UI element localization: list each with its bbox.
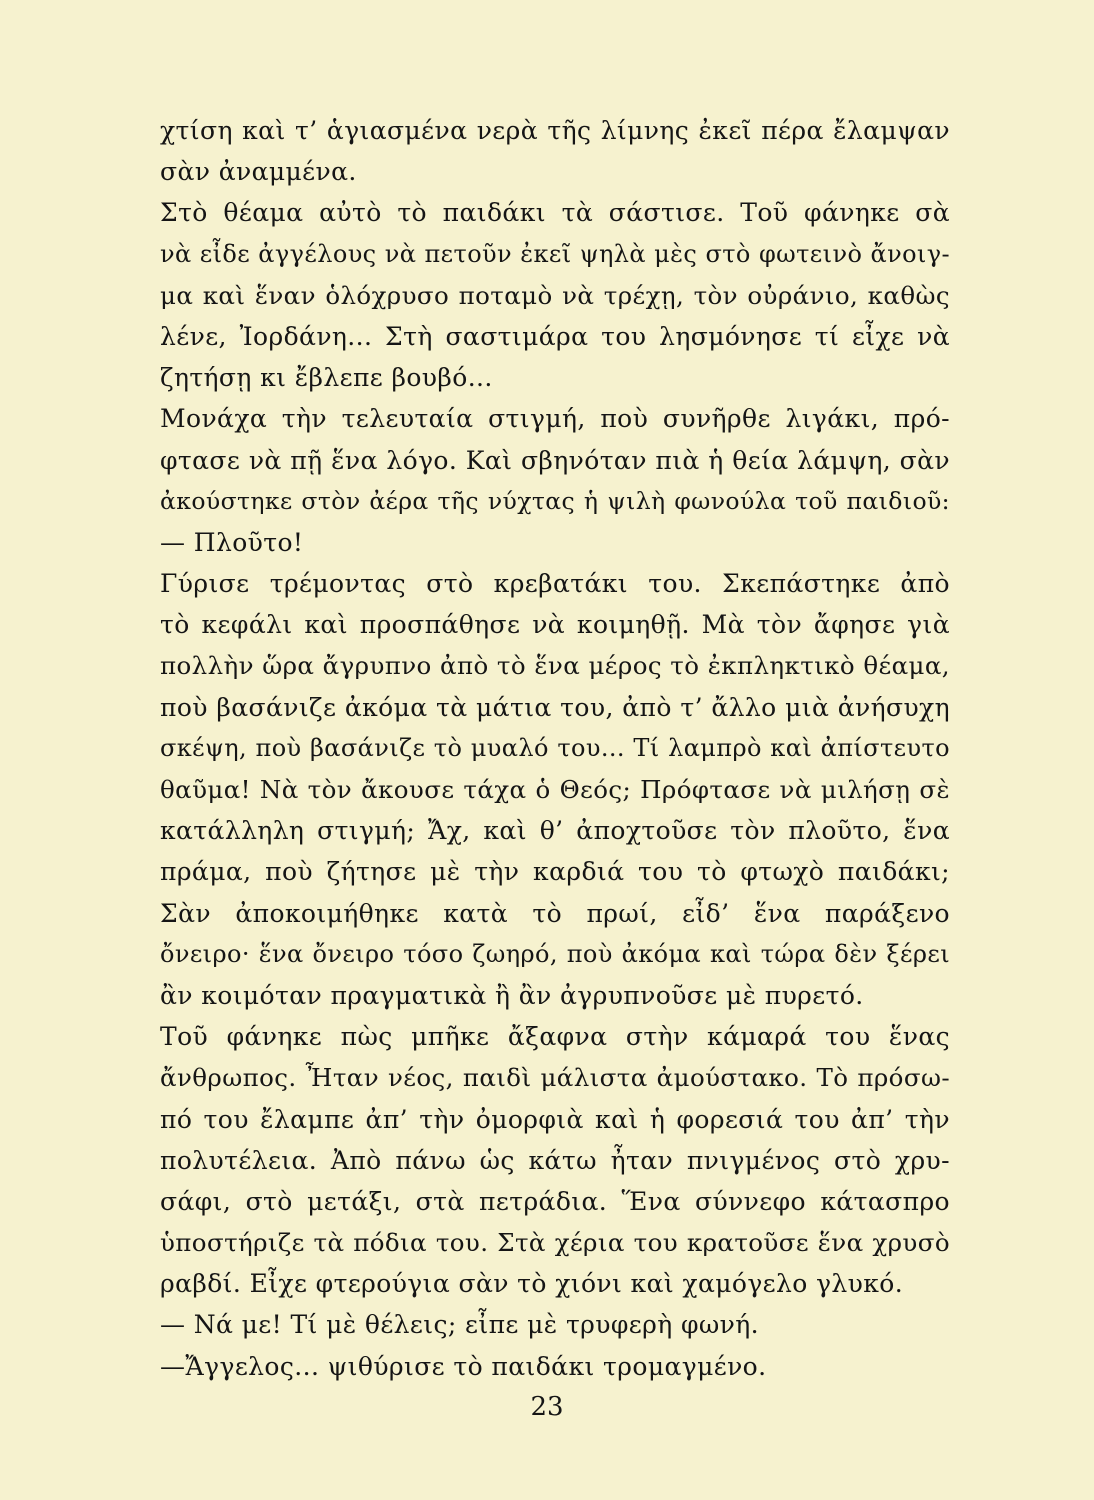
- text-line: ραβδί. Εἶχε φτερούγια σὰν τὸ χιόνι καὶ χαμόγελο γλυκό.: [160, 1269, 904, 1299]
- text-line: σάφι, στὸ μετάξι, στὰ πετράδια. Ἕνα σύννεφο κάτασπρο: [160, 1186, 950, 1216]
- text-line: πό του ἔλαμπε ἀπ’ τὴν ὀμορφιὰ καὶ ἡ φορεσιά του ἀπ’ τὴν: [160, 1104, 950, 1134]
- text-line: τὸ κεφάλι καὶ προσπάθησε νὰ κοιμηθῇ. Μὰ τὸν ἄφησε γιὰ: [160, 610, 950, 640]
- text-line: σκέψη, ποὺ βασάνιζε τὸ μυαλό του... Τί λαμπρὸ καὶ ἀπίστευτο: [160, 733, 950, 762]
- body-text: [160, 110, 950, 1387]
- text-line: — Νά με! Τί μὲ θέλεις; εἶπε μὲ τρυφερὴ φωνή.: [160, 1310, 759, 1340]
- text-line: πολλὴν ὥρα ἄγρυπνο ἀπὸ τὸ ἕνα μέρος τὸ ἐκπληκτικὸ θέαμα,: [160, 651, 950, 681]
- text-line: ἀκούστηκε στὸν ἀέρα τῆς νύχτας ἡ ψιλὴ φωνούλα τοῦ παιδιοῦ:: [160, 486, 950, 515]
- text-line: Στὸ θέαμα αὐτὸ τὸ παιδάκι τὰ σάστισε. Τοῦ φάνηκε σὰ: [160, 198, 950, 228]
- text-line: Γύρισε τρέμοντας στὸ κρεβατάκι του. Σκεπάστηκε ἀπὸ: [160, 569, 950, 599]
- text-line: χτίση καὶ τ’ ἁγιασμένα νερὰ τῆς λίμνης ἐκεῖ πέρα ἔλαμψαν: [160, 116, 950, 145]
- text-line: — Πλοῦτο!: [160, 527, 304, 557]
- text-line: ζητήσῃ κι ἔβλεπε βουβό...: [160, 363, 493, 393]
- text-line: φτασε νὰ πῇ ἕνα λόγο. Καὶ σβηνόταν πιὰ ἡ θεία λάμψη, σὰν: [160, 445, 950, 475]
- text-line: λένε, Ἰορδάνη... Στὴ σαστιμάρα του λησμόνησε τί εἶχε νὰ: [160, 321, 950, 351]
- text-line: ἂν κοιμόταν πραγματικὰ ἢ ἂν ἀγρυπνοῦσε μὲ πυρετό.: [160, 980, 864, 1010]
- page-number: 23: [530, 1392, 564, 1422]
- text-line: ἄνθρωπος. Ἦταν νέος, παιδὶ μάλιστα ἀμούστακο. Τὸ πρόσω-: [160, 1063, 950, 1093]
- text-line: —Ἄγγελος... ψιθύρισε τὸ παιδάκι τρομαγμένο.: [160, 1351, 767, 1381]
- text-line: Μονάχα τὴν τελευταία στιγμή, ποὺ συνῆρθε λιγάκι, πρό-: [160, 404, 950, 434]
- text-line: θαῦμα! Νὰ τὸν ἄκουσε τάχα ὁ Θεός; Πρόφτασε νὰ μιλήσῃ σὲ: [160, 775, 950, 804]
- text-line: ποὺ βασάνιζε ἀκόμα τὰ μάτια του, ἀπὸ τ’ ἄλλο μιὰ ἀνήσυχη: [160, 692, 950, 722]
- text-line: Σὰν ἀποκοιμήθηκε κατὰ τὸ πρωί, εἶδ’ ἕνα παράξενο: [160, 898, 950, 928]
- text-line: ὄνειρο· ἕνα ὄνειρο τόσο ζωηρό, ποὺ ἀκόμα καὶ τώρα δὲν ξέρει: [160, 939, 950, 968]
- text-line: πολυτέλεια. Ἀπὸ πάνω ὡς κάτω ἦταν πνιγμένος στὸ χρυ-: [160, 1145, 950, 1175]
- text-line: Τοῦ φάνηκε πὼς μπῆκε ἄξαφνα στὴν κάμαρά του ἕνας: [160, 1022, 950, 1052]
- text-line: ὑποστήριζε τὰ πόδια του. Στὰ χέρια του κρατοῦσε ἕνα χρυσὸ: [160, 1228, 950, 1258]
- text-line: νὰ εἶδε ἀγγέλους νὰ πετοῦν ἐκεῖ ψηλὰ μὲς στὸ φωτεινὸ ἄνοιγ-: [160, 239, 950, 268]
- text-line: μα καὶ ἕναν ὁλόχρυσο ποταμὸ νὰ τρέχῃ, τὸν οὐράνιο, καθὼς: [160, 280, 950, 310]
- text-line: κατάλληλη στιγμή; Ἄχ, καὶ θ’ ἀποχτοῦσε τὸν πλοῦτο, ἕνα: [160, 816, 950, 846]
- text-line: σὰν ἀναμμένα.: [160, 157, 357, 187]
- text-line: πράμα, ποὺ ζήτησε μὲ τὴν καρδιά του τὸ φτωχὸ παιδάκι;: [160, 857, 950, 887]
